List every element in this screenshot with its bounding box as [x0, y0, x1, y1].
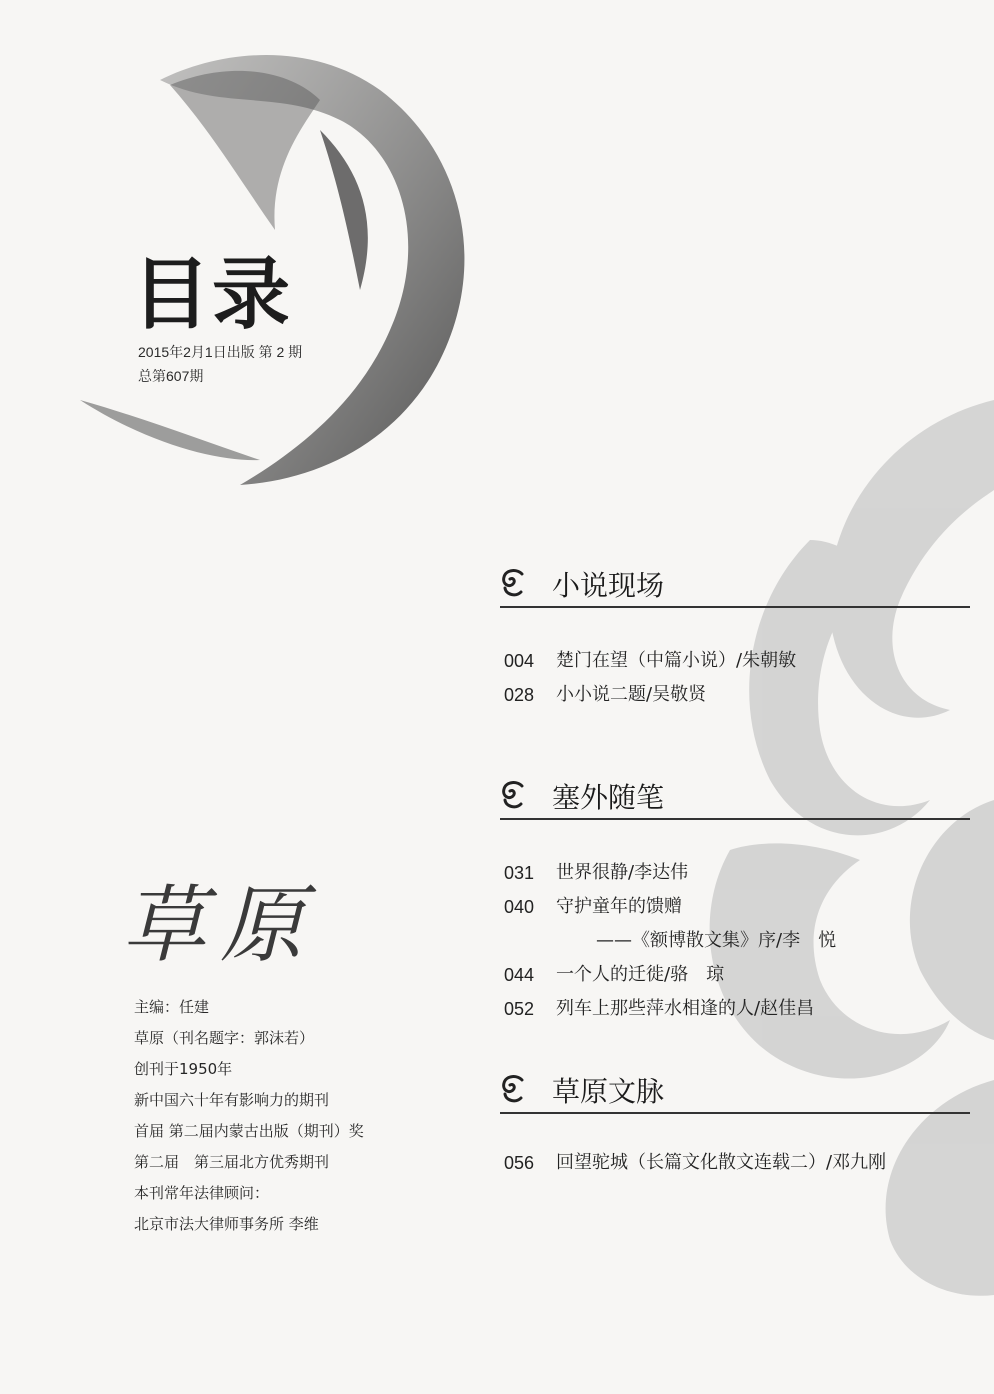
section-cultural-heritage [500, 1066, 970, 1180]
colophon-line: 创刊于1950年 [134, 1060, 233, 1078]
section-header [500, 772, 970, 820]
ruyi-cloud-icon [500, 1074, 526, 1104]
section-fiction [500, 560, 970, 712]
entry-page-number: 028 [504, 685, 535, 705]
toc-entry[interactable] [500, 678, 970, 712]
section-essays [500, 772, 970, 1026]
issue-date: 2015年2月1日出版 第 2 期 [138, 344, 303, 360]
colophon-line: 主编：任建 [134, 998, 210, 1016]
magazine-logo: 草原 [122, 876, 319, 974]
entry-title: 回望驼城（长篇文化散文连载二）/邓九刚 [556, 1152, 887, 1173]
entry-page-number: 056 [504, 1153, 535, 1173]
colophon [134, 992, 464, 1240]
colophon-line: 北京市法大律师事务所 李维 [134, 1215, 319, 1233]
colophon-line: 首届 第二届内蒙古出版（期刊）奖 [134, 1122, 364, 1140]
section-title: 小说现场 [552, 569, 665, 602]
entry-title: 楚门在望（中篇小说）/朱朝敏 [556, 650, 797, 671]
section-title: 草原文脉 [552, 1075, 665, 1108]
entry-page-number: 052 [504, 999, 535, 1019]
entry-title: 列车上那些萍水相逢的人/赵佳昌 [556, 998, 815, 1019]
colophon-line: 本刊常年法律顾问： [134, 1184, 270, 1202]
ruyi-cloud-icon [500, 568, 526, 598]
entry-title: 世界很静/李达伟 [556, 862, 689, 883]
section-header [500, 560, 970, 608]
section-title: 塞外随笔 [552, 781, 665, 814]
toc-entry-subtitle [500, 924, 970, 958]
page-title: 目录 [132, 249, 293, 340]
toc-entry[interactable] [500, 958, 970, 992]
colophon-line: 草原（刊名题字：郭沫若） [134, 1029, 315, 1047]
entry-title: 守护童年的馈赠 [556, 896, 682, 917]
toc-entry[interactable] [500, 1146, 970, 1180]
entry-page-number: 004 [504, 651, 535, 671]
toc-entry[interactable] [500, 644, 970, 678]
toc-entry[interactable] [500, 856, 970, 890]
colophon-line: 第二届 第三届北方优秀期刊 [134, 1153, 330, 1171]
entry-page-number: 044 [504, 965, 535, 985]
toc-entry[interactable] [500, 992, 970, 1026]
ruyi-cloud-icon [500, 780, 526, 810]
colophon-line: 新中国六十年有影响力的期刊 [134, 1091, 330, 1109]
entry-title: 一个人的迁徙/骆 琼 [556, 964, 725, 985]
entry-subtitle: ——《额博散文集》序/李 悦 [596, 930, 837, 951]
toc-entry[interactable] [500, 890, 970, 924]
section-header [500, 1066, 970, 1114]
issue-total: 总第607期 [138, 368, 204, 384]
entry-title: 小小说二题/吴敬贤 [556, 684, 707, 705]
entry-page-number: 031 [504, 863, 535, 883]
entry-page-number: 040 [504, 897, 535, 917]
